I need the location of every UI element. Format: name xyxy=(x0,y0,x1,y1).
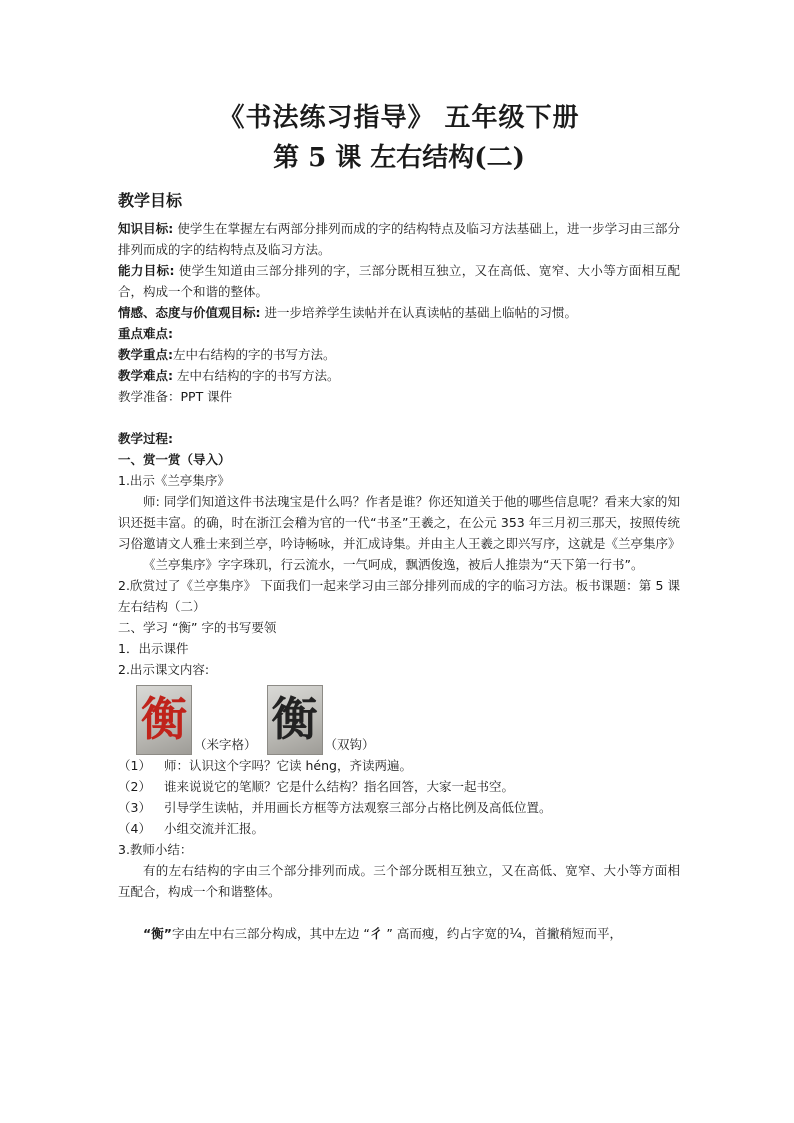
lesson-title: 第 5 课 左右结构(二) xyxy=(273,143,525,173)
list-item xyxy=(118,776,680,797)
character-glyph: 衡 xyxy=(141,692,187,746)
final-paragraph xyxy=(118,923,680,945)
spacer xyxy=(118,902,680,923)
list-text: 小组交流并汇报。 xyxy=(164,821,265,836)
difficult-label: 教学难点: xyxy=(118,368,173,383)
list-text: 引导学生读帖，并用画长方框等方法观察三部分占格比例及高低位置。 xyxy=(164,800,552,815)
character-glyph: 衡 xyxy=(271,692,318,746)
document-title: 《书法练习指导》 五年级下册 xyxy=(218,103,580,133)
mizige-caption: （米字格） xyxy=(194,737,257,752)
final-text-2: ” 高而瘦，约占字宽的 xyxy=(382,926,510,941)
key-points-heading: 重点难点: xyxy=(118,326,173,341)
teaching-prep: 教学准备：PPT 课件 xyxy=(118,389,233,404)
list-number: （2） xyxy=(118,779,151,794)
section1-title: 一、赏一赏（导入） xyxy=(118,452,231,467)
section1-para2: 《兰亭集序》字字珠玑，行云流水，一气呵成，飘洒俊逸，被后人推崇为“天下第一行书”。 xyxy=(143,557,644,572)
numbered-list xyxy=(118,755,680,839)
list-number: （3） xyxy=(118,800,151,815)
list-item xyxy=(118,755,680,776)
emotion-label: 情感、态度与价值观目标: xyxy=(118,305,261,320)
teacher-summary: 有的左右结构的字由三个部分排列而成。三个部分既相互独立，又在高低、宽窄、大小等方面相互配合，构成一个和谐整体。 xyxy=(118,863,680,899)
shuanggou-caption: （双钩） xyxy=(324,737,375,752)
final-text-1: 字由左中右三部分构成，其中左边 “ xyxy=(171,926,370,941)
section2-title: 二、学习 “衡” 字的书写要领 xyxy=(118,620,277,635)
knowledge-label: 知识目标: xyxy=(118,221,174,236)
mizige-character-image xyxy=(136,685,192,755)
section2-step3: 3.教师小结： xyxy=(118,842,193,857)
difficult-point xyxy=(118,365,680,386)
ability-label: 能力目标: xyxy=(118,263,175,278)
section1-step1: 1.出示《兰亭集序》 xyxy=(118,473,230,488)
document-page xyxy=(118,100,680,945)
emotion-goal xyxy=(118,302,680,323)
list-number: （4） xyxy=(118,821,151,836)
section2-step1: 1．出示课件 xyxy=(118,641,189,656)
goals-heading: 教学目标 xyxy=(118,191,183,210)
shuanggou-character-image xyxy=(267,685,323,755)
radical-glyph: 彳 xyxy=(369,926,383,941)
section1-para1: 师: 同学们知道这件书法瑰宝是什么吗？作者是谁？你还知道关于他的哪些信息呢？看来大家的知识还挺丰富。的确，时在浙江会稽为官的一代“书圣”王羲之，在公元 353 年三月初三那天，按照传统习俗邀请文人雅士来到兰亭，吟诗畅咏，并汇成诗集。并由主人王羲之即兴写序，这就是《兰亭集序》 xyxy=(118,494,681,551)
ability-goal xyxy=(118,260,680,302)
heng-quote: “衡” xyxy=(143,926,172,941)
key-label: 教学重点: xyxy=(118,347,173,362)
list-text: 谁来说说它的笔顺？它是什么结构？指名回答，大家一起书空。 xyxy=(164,779,515,794)
knowledge-text: 使学生在掌握左右两部分排列而成的字的结构特点及临习方法基础上，进一步学习由三部分排列而成的字的结构特点及临习方法。 xyxy=(118,221,680,257)
section2-step2: 2.出示课文内容: xyxy=(118,662,210,677)
fraction: ¼ xyxy=(509,927,522,942)
section1-step2: 2.欣赏过了《兰亭集序》 下面我们一起来学习由三部分排列而成的字的临习方法。板书课题：第 5 课左右结构（二） xyxy=(118,578,680,614)
key-point xyxy=(118,344,680,365)
final-text-3: ，首撇稍短而平， xyxy=(521,926,622,941)
process-heading: 教学过程: xyxy=(118,431,173,446)
list-text: 师：认识这个字吗？它读 héng，齐读两遍。 xyxy=(164,758,412,773)
list-item xyxy=(118,818,680,839)
emotion-text: 进一步培养学生读帖并在认真读帖的基础上临帖的习惯。 xyxy=(264,305,577,320)
list-number: （1） xyxy=(118,758,151,773)
knowledge-goal xyxy=(118,218,680,260)
list-item xyxy=(118,797,680,818)
character-images xyxy=(136,683,680,755)
ability-text: 使学生知道由三部分排列的字，三部分既相互独立，又在高低、宽窄、大小等方面相互配合，构成一个和谐的整体。 xyxy=(118,263,680,299)
key-text: 左中右结构的字的书写方法。 xyxy=(173,347,336,362)
spacer xyxy=(118,407,680,428)
difficult-text: 左中右结构的字的书写方法。 xyxy=(176,368,340,383)
